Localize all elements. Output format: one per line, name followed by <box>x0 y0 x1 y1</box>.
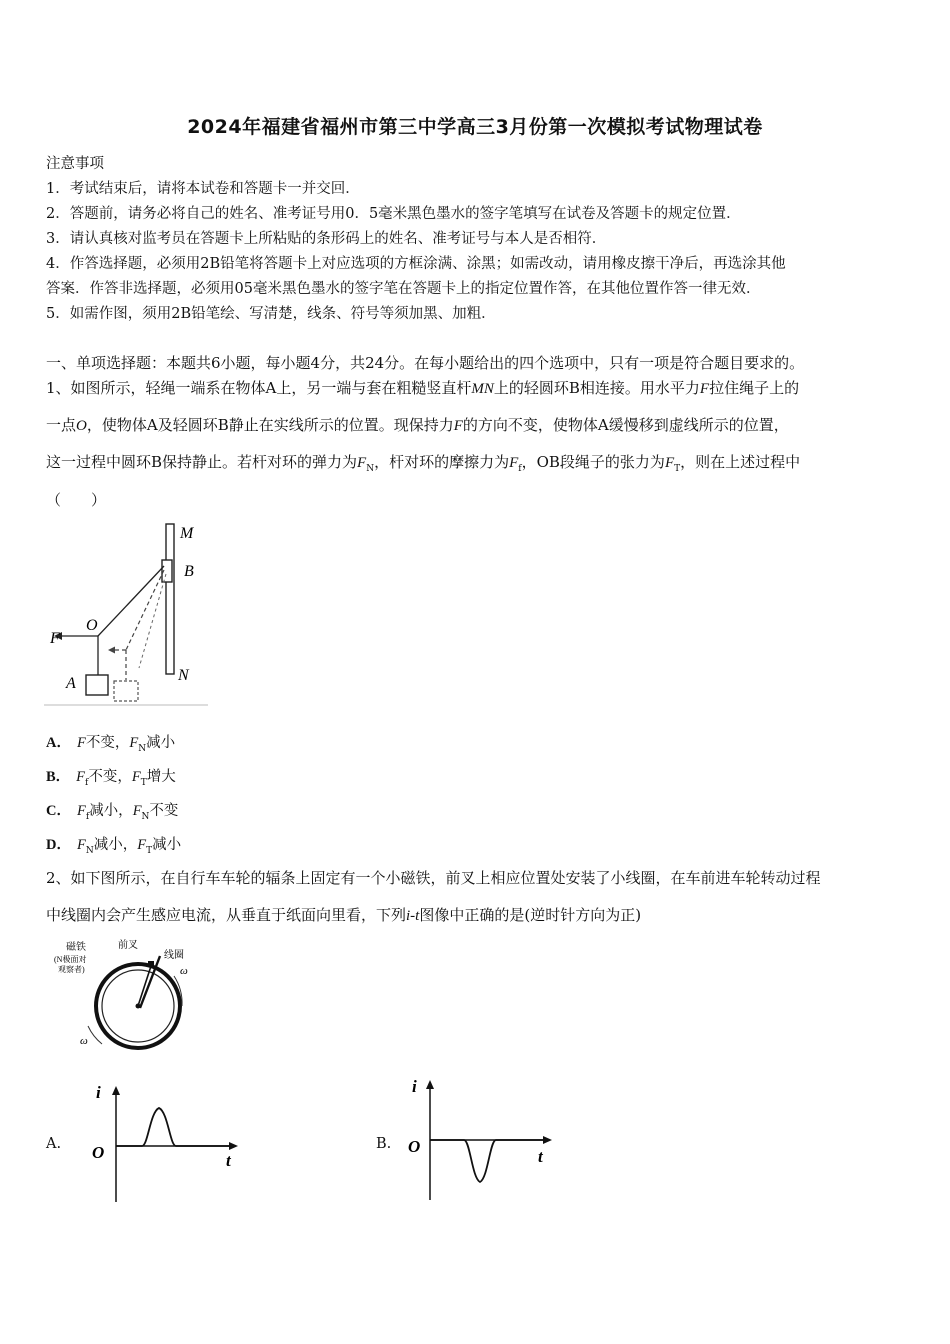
origin-o: O <box>408 1137 421 1156</box>
rope-ob-solid <box>98 566 164 636</box>
axis-t: t <box>226 1151 231 1170</box>
q1-rod-figure <box>44 518 214 708</box>
label-a: A <box>66 675 76 692</box>
q2-line-1: 2、如下图所示，在自行车车轮的辐条上固定有一个小磁铁，前叉上相应位置处安装了小线圈，在车前进车轮转动过程 <box>46 869 821 887</box>
notice-item-5: 5．如需作图，须用2B铅笔绘、写清楚，线条、符号等须加黑、加粗． <box>46 306 496 322</box>
page-title: 2024年福建省福州市第三中学高三3月份第一次模拟考试物理试卷 <box>187 116 763 138</box>
q1-option-d[interactable]: D． $F_N$减小，$F_T$减小 <box>46 837 182 856</box>
q1-option-a[interactable]: A． F不变，$F_N$减小 <box>46 735 176 754</box>
q2-option-b-label[interactable]: B. <box>376 1136 392 1152</box>
q1-line-2: 一点O，使物体A及轻圆环B静止在实线所示的位置。现保持力F的方向不变，使物体A缓慢移到虚线所示的位置， <box>46 416 789 434</box>
label-b: B <box>184 563 194 580</box>
notice-heading: 注意事项 <box>46 156 104 172</box>
label-f: F <box>50 630 60 647</box>
q2-wheel-figure <box>44 936 204 1054</box>
notice-item-4: 4．作答选择题，必须用2B铅笔将答题卡上对应选项的方框涂满、涂黑；如需改动，请用橡皮擦干净后，再选涂其他 <box>46 256 786 272</box>
q2-line-2: 中线圈内会产生感应电流，从垂直于纸面向里看，下列i-t图像中正确的是(逆时针方向为正) <box>46 906 642 924</box>
q1-option-b[interactable]: B． $F_f$不变，$F_T$增大 <box>46 769 176 788</box>
label-magnet-note-2: 观察者) <box>58 965 85 974</box>
label-n: N <box>178 667 189 684</box>
current-pulse <box>116 1108 232 1146</box>
notice-item-3: 3．请认真核对监考员在答题卡上所粘贴的条形码上的姓名、准考证号与本人是否相符． <box>46 231 607 247</box>
rotation-arc-bottom <box>88 1026 102 1044</box>
q1-line-3: 这一过程中圆环B保持静止。若杆对环的弹力为$F_N$，杆对环的摩擦力为$F_f$，OB段绳子的张力为$F_T$，则在上述过程中 <box>46 453 801 474</box>
block-a-dashed <box>114 681 138 701</box>
rod-mn <box>166 524 174 674</box>
label-magnet: 磁铁 <box>66 942 86 953</box>
label-m: M <box>180 525 194 542</box>
q2-graph-a[interactable] <box>84 1078 254 1208</box>
label-fork: 前叉 <box>118 940 138 951</box>
rope-ob-dashed <box>126 570 164 650</box>
origin-o: O <box>92 1143 105 1162</box>
q1-option-c[interactable]: C． $F_f$减小，$F_N$不变 <box>46 803 179 822</box>
block-a <box>86 675 108 695</box>
q1-answer-blank: （ ） <box>46 491 107 509</box>
label-magnet-note-1: (N极面对 <box>54 955 87 964</box>
q1-line-1: 1、如图所示，轻绳一端系在物体A上，另一端与套在粗糙竖直杆MN上的轻圆环B相连接。用水平力F拉住绳子上的 <box>46 379 800 397</box>
notice-item-2: 2．答题前，请务必将自己的姓名、准考证号用0．5毫米黑色墨水的签字笔填写在试卷及答题卡的规定位置． <box>46 206 741 222</box>
label-coil: 线圈 <box>164 950 184 961</box>
notice-item-1: 1．考试结束后，请将本试卷和答题卡一并交回． <box>46 181 360 197</box>
q2-graph-b[interactable] <box>400 1072 570 1204</box>
y-axis-arrow <box>112 1086 120 1095</box>
section-heading: 一、单项选择题：本题共6小题，每小题4分，共24分。在每小题给出的四个选项中，只有一项是符合题目要求的。 <box>46 354 805 372</box>
axis-i: i <box>412 1077 417 1096</box>
label-o: O <box>86 617 98 634</box>
force-arrowhead-dashed <box>108 647 115 654</box>
label-omega-top: ω <box>180 965 188 977</box>
notice-item-4-cont: 答案．作答非选择题，必须用05毫米黑色墨水的签字笔在答题卡上的指定位置作答，在其他位置作答一律无效． <box>46 281 761 297</box>
magnet-block <box>148 961 154 967</box>
q2-option-a-label[interactable]: A. <box>46 1136 62 1152</box>
label-omega-bottom: ω <box>80 1035 88 1047</box>
axis-i: i <box>96 1083 101 1102</box>
y-axis-arrow <box>426 1080 434 1089</box>
axis-t: t <box>538 1147 543 1166</box>
current-pulse <box>430 1140 546 1182</box>
